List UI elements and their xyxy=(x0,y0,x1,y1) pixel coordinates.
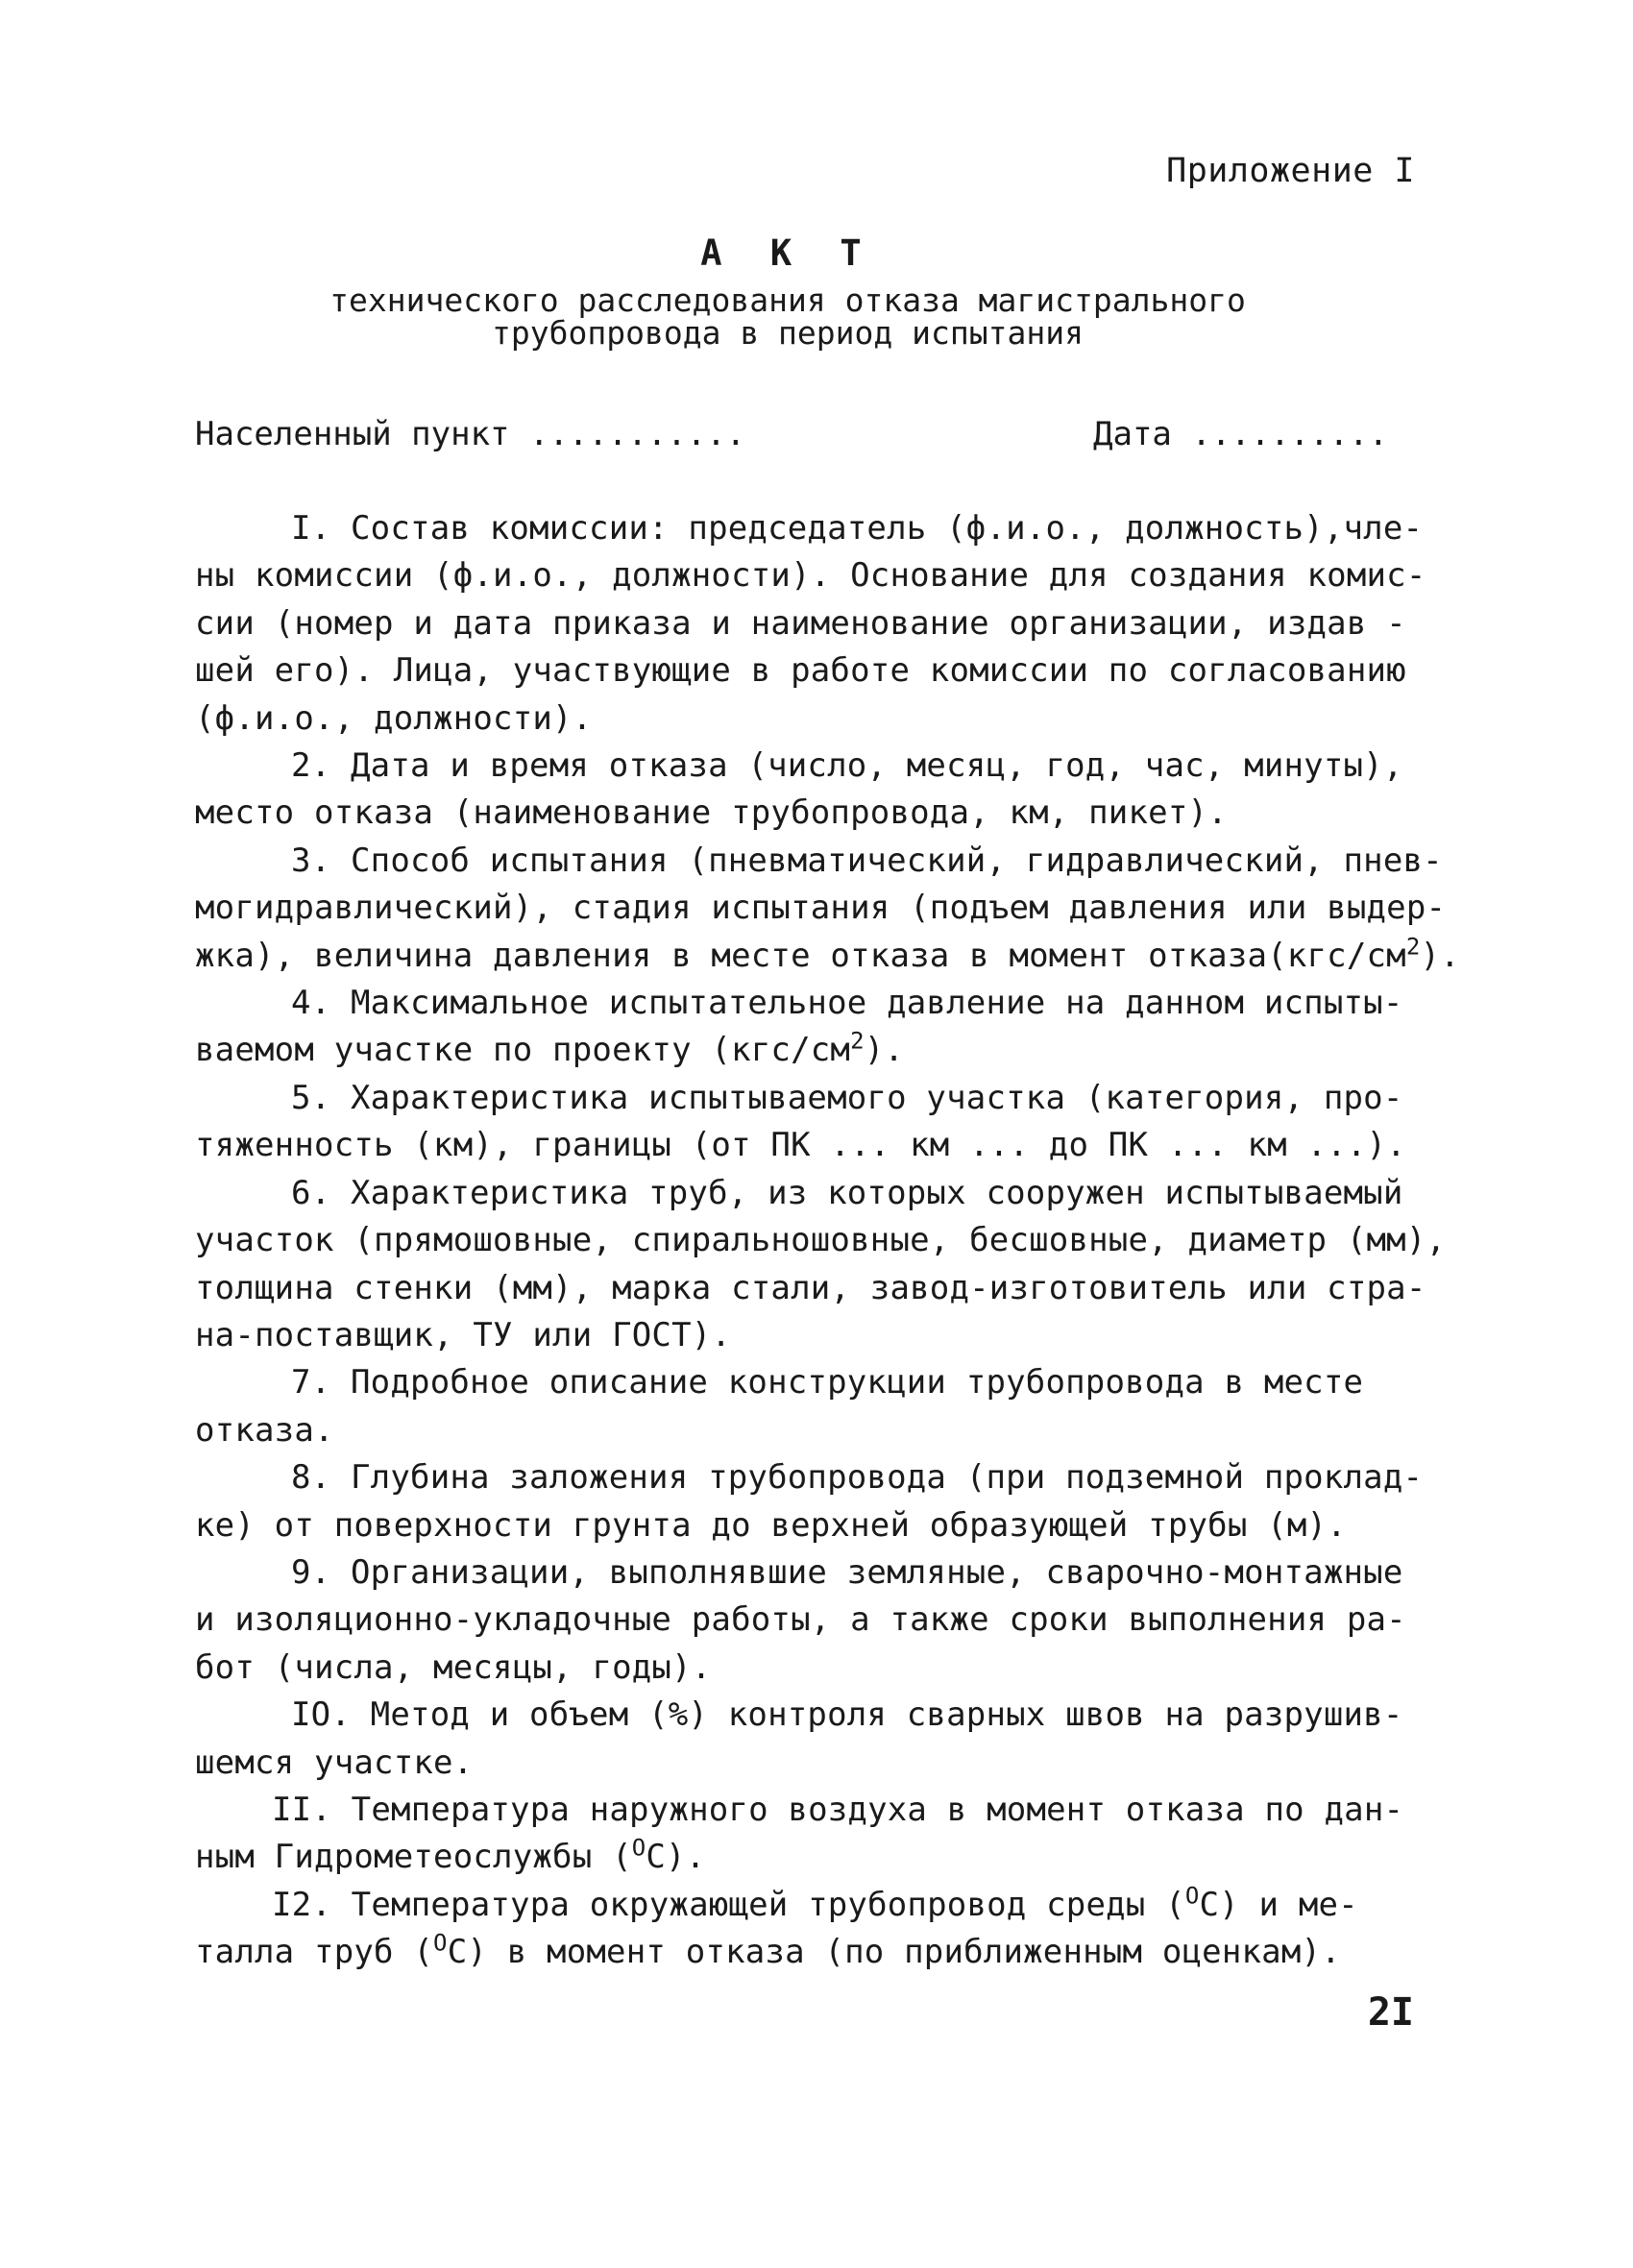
text-line: толщина стенки (мм), марка стали, завод-изготовитель или стра- xyxy=(195,1268,1426,1307)
text-line xyxy=(195,933,1460,980)
text-segment: I2. Температура окружающей трубопровод среды ( xyxy=(272,1885,1185,1924)
text-line: шей его). Лица, участвующие в работе комиссии по согласованию xyxy=(195,651,1406,691)
superscript: O xyxy=(433,1929,448,1957)
place-date-row xyxy=(195,415,1396,453)
text-line: 9. Организации, выполнявшие земляные, сварочно-монтажные xyxy=(291,1552,1403,1592)
text-segment: жка), величина давления в месте отказа в момент отказа(кгс/см xyxy=(195,936,1406,975)
text-line: 4. Максимальное испытательное давление на данном испыты- xyxy=(291,984,1403,1023)
text-line: место отказа (наименование трубопровода, км, пикет). xyxy=(195,793,1228,833)
superscript: 2 xyxy=(850,1028,865,1056)
text-line: 2. Дата и время отказа (число, месяц, год, час, минуты), xyxy=(291,746,1403,786)
text-line xyxy=(195,1834,1444,1881)
text-line: шемся участке. xyxy=(195,1743,474,1782)
place-field: Населенный пункт ........... xyxy=(195,415,746,453)
text-line xyxy=(195,1882,1444,1929)
text-line: II. Температура наружного воздуха в момент отказа по дан- xyxy=(272,1790,1404,1829)
appendix-label: Приложение I xyxy=(1166,152,1415,190)
text-line: ке) от поверхности грунта до верхней образующей трубы (м). xyxy=(195,1505,1347,1545)
text-line: тяженность (км), границы (от ПК ... км ... до ПК ... км ...). xyxy=(195,1126,1406,1165)
text-line: и изоляционно-укладочные работы, а также сроки выполнения ра- xyxy=(195,1600,1406,1640)
text-line: 8. Глубина заложения трубопровода (при подземной проклад- xyxy=(291,1458,1424,1498)
text-line: IO. Метод и объем (%) контроля сварных швов на разрушив- xyxy=(291,1695,1403,1735)
text-segment: ным Гидрометеослужбы ( xyxy=(195,1838,632,1877)
text-line: 3. Способ испытания (пневматический, гидравлический, пнев- xyxy=(291,841,1443,880)
document-title: А К Т xyxy=(700,232,875,274)
text-segment: C) в момент отказа (по приближенным оценкам). xyxy=(447,1933,1341,1972)
page-number: 2I xyxy=(1367,1990,1414,2035)
text-line: 7. Подробное описание конструкции трубопровода в месте xyxy=(291,1363,1364,1402)
text-line: могидравлический), стадия испытания (подъем давления или выдер- xyxy=(195,889,1447,928)
text-line: сии (номер и дата приказа и наименование организации, издав - xyxy=(195,603,1406,643)
superscript: O xyxy=(631,1835,646,1863)
superscript: O xyxy=(1184,1882,1200,1910)
text-line: участок (прямошовные, спиральношовные, бесшовные, диаметр (мм), xyxy=(195,1221,1447,1260)
document-body xyxy=(195,505,1460,1977)
text-segment: ваемом участке по проекту (кгс/см xyxy=(195,1031,851,1070)
subtitle-line: трубопровода в период испытания xyxy=(492,314,1084,352)
text-line: I. Состав комиссии: председатель (ф.и.о., должность),чле- xyxy=(291,509,1424,548)
date-field: Дата .......... xyxy=(1093,415,1389,453)
subtitle-line: технического расследования отказа магистрального xyxy=(329,281,1246,319)
text-line xyxy=(195,1027,1444,1074)
text-line xyxy=(195,1929,1444,1976)
text-line: 5. Характеристика испытываемого участка (категория, про- xyxy=(291,1078,1403,1117)
text-line: (ф.и.о., должности). xyxy=(195,698,593,738)
text-segment: ). xyxy=(864,1031,905,1070)
text-line: отказа. xyxy=(195,1410,334,1450)
text-line: ны комиссии (ф.и.о., должности). Основание для создания комис- xyxy=(195,556,1426,596)
text-segment: ). xyxy=(1420,936,1460,975)
text-segment: талла труб ( xyxy=(195,1933,434,1972)
text-line: бот (числа, месяцы, годы). xyxy=(195,1647,712,1687)
text-line: 6. Характеристика труб, из которых сооружен испытываемый xyxy=(291,1173,1403,1212)
document-subtitle xyxy=(0,281,1575,352)
superscript: 2 xyxy=(1405,933,1421,961)
text-segment: C) и ме- xyxy=(1199,1885,1358,1924)
text-line: на-поставщик, ТУ или ГОСТ). xyxy=(195,1315,732,1354)
text-segment: C). xyxy=(646,1838,706,1877)
